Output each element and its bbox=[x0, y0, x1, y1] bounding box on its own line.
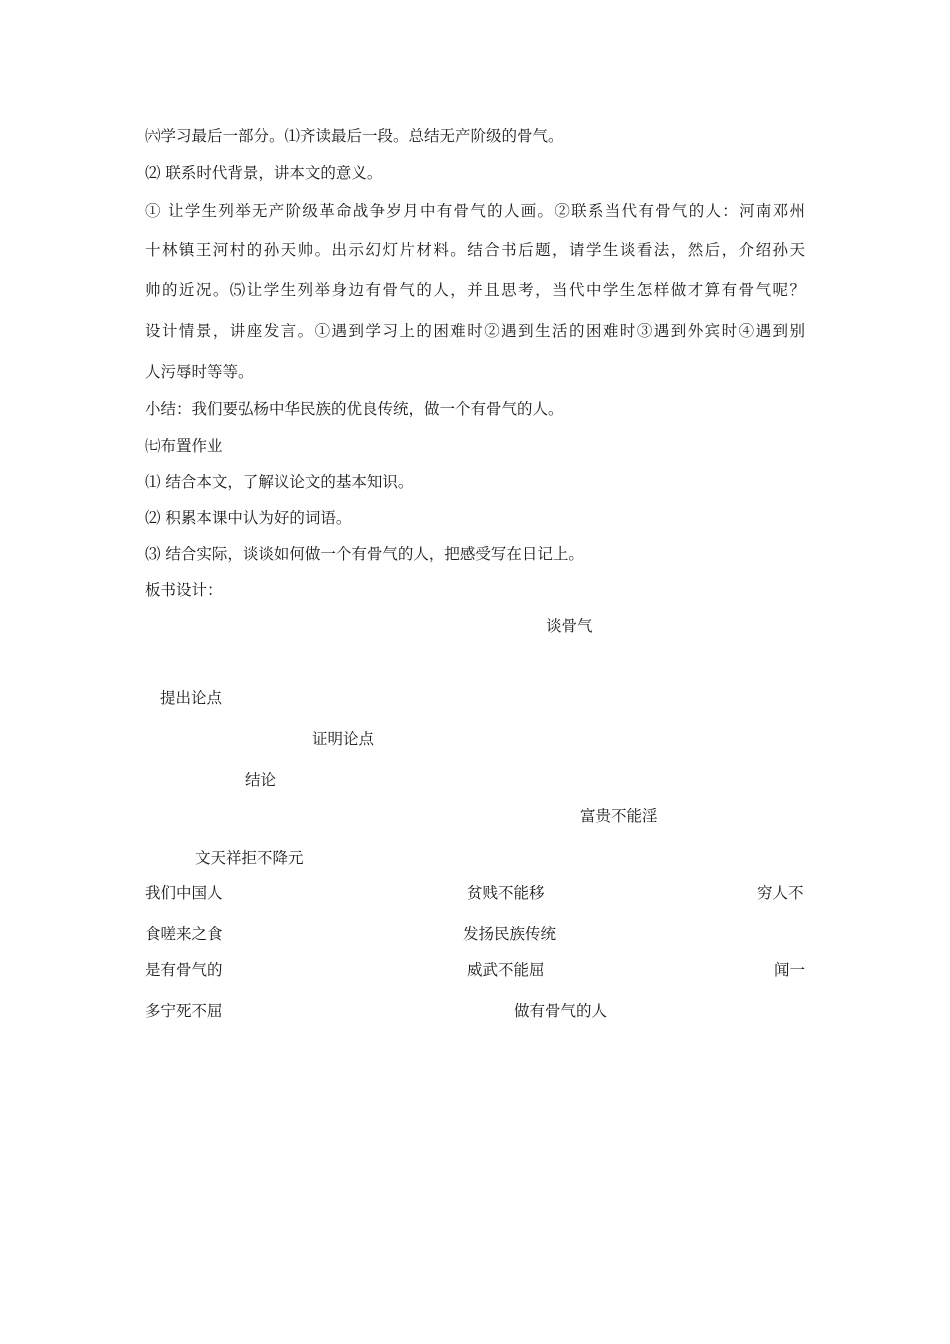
board-promote: 发扬民族传统 bbox=[463, 925, 557, 943]
board-thesis: 提出论点 bbox=[160, 689, 223, 707]
paragraph-scenarios-line-1: 设计情景，讲座发言。①遇到学习上的困难时②遇到生活的困难时③遇到外宾时④遇到别 bbox=[145, 322, 805, 340]
board-wen-yi: 闻一 bbox=[774, 961, 806, 979]
paragraph-review-last-part: ㈥学习最后一部分。⑴齐读最后一段。总结无产阶级的骨气。 bbox=[145, 127, 564, 145]
homework-item-3: ⑶ 结合实际，谈谈如何做一个有骨气的人，把感受写在日记上。 bbox=[145, 545, 584, 563]
homework-title: ㈦布置作业 bbox=[145, 437, 223, 455]
board-wen-tianxiang: 文天祥拒不降元 bbox=[195, 849, 304, 867]
homework-item-2: ⑵ 积累本课中认为好的词语。 bbox=[145, 509, 352, 527]
board-proof: 证明论点 bbox=[312, 730, 375, 748]
paragraph-scenarios-line-2: 人污辱时等等。 bbox=[145, 363, 254, 381]
board-poor-man: 穷人不 bbox=[757, 884, 804, 902]
paragraph-examples-line-1: ① 让学生列举无产阶级革命战争岁月中有骨气的人画。②联系当代有骨气的人：河南邓州 bbox=[145, 202, 805, 220]
paragraph-background: ⑵ 联系时代背景，讲本文的意义。 bbox=[145, 164, 383, 182]
board-have-backbone: 是有骨气的 bbox=[145, 961, 223, 979]
board-be-person: 做有骨气的人 bbox=[514, 1002, 608, 1020]
board-title: 谈骨气 bbox=[546, 617, 593, 635]
summary: 小结：我们要弘杨中华民族的优良传统，做一个有骨气的人。 bbox=[145, 400, 564, 418]
homework-item-1: ⑴ 结合本文，了解议论文的基本知识。 bbox=[145, 473, 414, 491]
board-force: 威武不能屈 bbox=[467, 961, 545, 979]
board-design-label: 板书设计： bbox=[145, 581, 223, 599]
paragraph-examples-line-2: 十林镇王河村的孙天帅。出示幻灯片材料。结合书后题，请学生谈看法，然后，介绍孙天 bbox=[145, 241, 805, 259]
board-wealth: 富贵不能淫 bbox=[580, 807, 658, 825]
board-we-chinese: 我们中国人 bbox=[145, 884, 223, 902]
board-conclusion: 结论 bbox=[245, 771, 277, 789]
paragraph-examples-line-3: 帅的近况。⑸让学生列举身边有骨气的人，并且思考，当代中学生怎样做才算有骨气呢？ bbox=[145, 281, 805, 299]
board-no-handout: 食嗟来之食 bbox=[145, 925, 223, 943]
board-wen-yi-continued: 多宁死不屈 bbox=[145, 1002, 223, 1020]
board-poverty: 贫贱不能移 bbox=[467, 884, 545, 902]
